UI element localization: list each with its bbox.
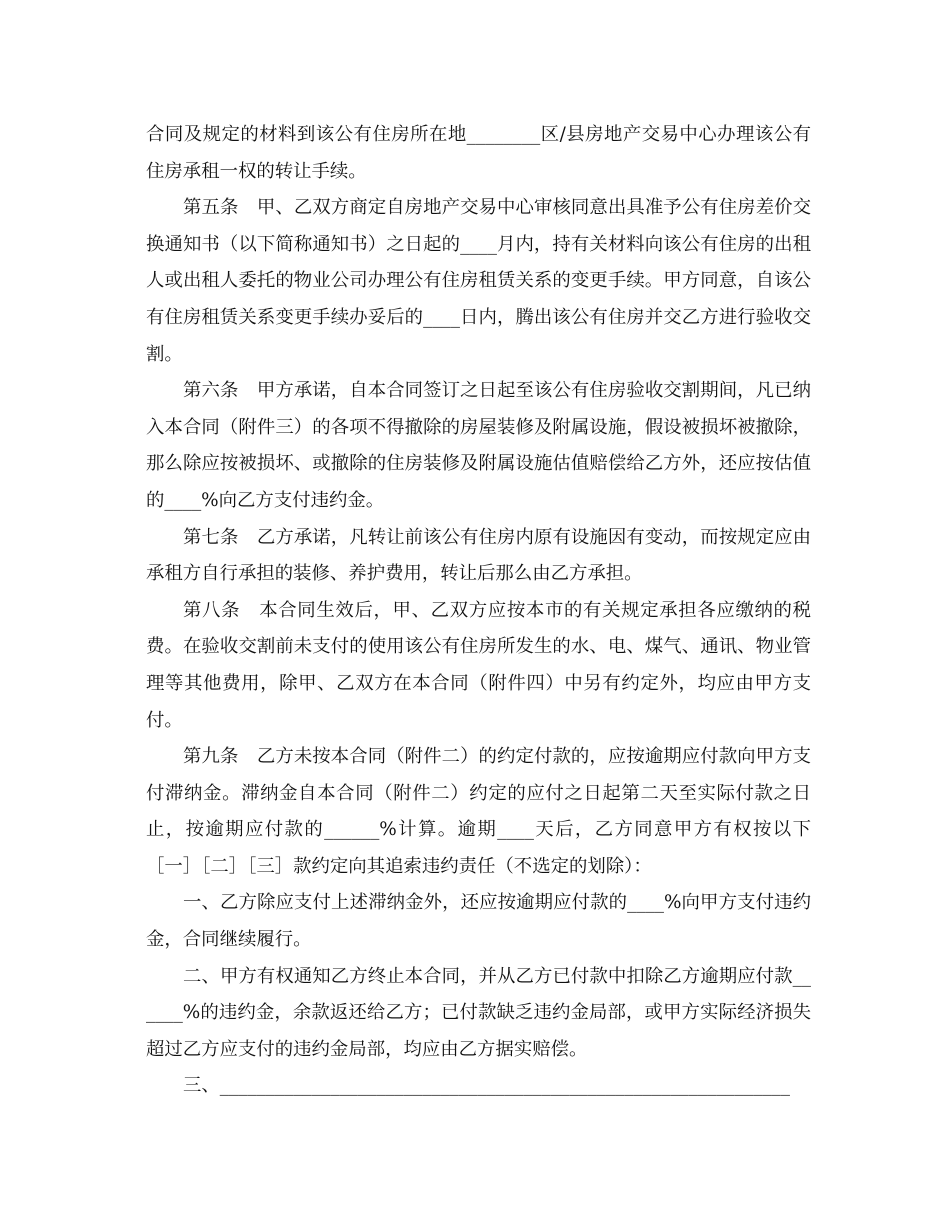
paragraph-article-9: 第九条 乙方未按本合同（附件二）的约定付款的，应按逾期应付款向甲方支付滞纳金。滞纳金自本合同（附件二）约定的应付之日起第二天至实际付款之日止，按逾期应付款的______%计算。逾期____天后，乙方同意甲方有权按以下［一］［二］［三］款约定向其追索违约责任（不选定的划除）：: [146, 746, 811, 877]
paragraph-article-7: 第七条 乙方承诺，凡转让前该公有住房内原有设施因有变动，而按规定应由承租方自行承担的装修、养护费用，转让后那么由乙方承担。: [146, 526, 811, 585]
paragraph-continuation: 合同及规定的材料到该公有住房所在地________区/县房地产交易中心办理该公有住房承租一权的转让手续。: [146, 124, 811, 182]
paragraph-clause-3: 三、______________________________________________________________: [183, 1075, 790, 1097]
paragraph-article-6: 第六条 甲方承诺，自本合同签订之日起至该公有住房验收交割期间，凡已纳入本合同（附件三）的各项不得撤除的房屋装修及附属设施，假设被损坏被撤除，那么除应按被损坏、或撤除的住房装修及附属设施估值赔偿给乙方外，还应按估值的____%向乙方支付违约金。: [146, 380, 811, 511]
paragraph-article-8: 第八条 本合同生效后，甲、乙双方应按本市的有关规定承担各应缴纳的税费。在验收交割前未支付的使用该公有住房所发生的水、电、煤气、通讯、物业管理等其他费用，除甲、乙双方在本合同（附件四）中另有约定外，均应由甲方支付。: [146, 599, 811, 731]
paragraph-clause-1: 一、乙方除应支付上述滞纳金外，还应按逾期应付款的____%向甲方支付违约金，合同继续履行。: [146, 892, 811, 951]
paragraph-clause-2: 二、甲方有权通知乙方终止本合同，并从乙方已付款中扣除乙方逾期应付款______%的违约金，余款返还给乙方；已付款缺乏违约金局部，或甲方实际经济损失超过乙方应支付的违约金局部，均应由乙方据实赔偿。: [146, 965, 811, 1060]
contract-page: [146, 117, 811, 1105]
paragraph-article-5: 第五条 甲、乙双方商定自房地产交易中心审核同意出具准予公有住房差价交换通知书（以下简称通知书）之日起的____月内，持有关材料向该公有住房的出租人或出租人委托的物业公司办理公有住房租赁关系的变更手续。甲方同意，自该公有住房租赁关系变更手续办妥后的____日内，腾出该公有住房并交乙方进行验收交割。: [146, 197, 811, 365]
